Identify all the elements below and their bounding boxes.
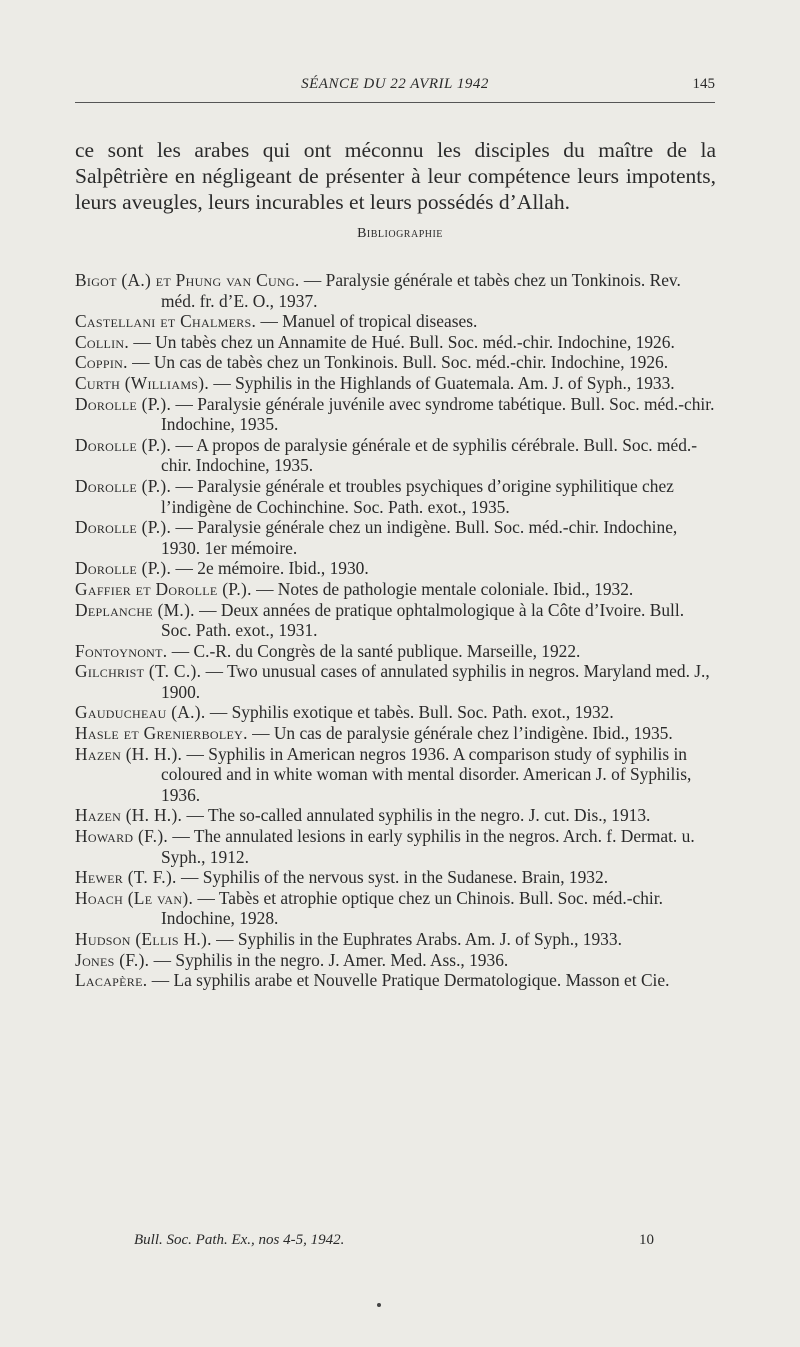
- entry-author: Castellani et Chalmers.: [75, 311, 257, 332]
- page-footer: [134, 1232, 654, 1252]
- entry-author: Curth (Williams).: [75, 372, 209, 393]
- entry-text: — Syphilis in the negro. J. Amer. Med. Ass., 1936.: [149, 949, 509, 970]
- entry-text: — The so-called annulated syphilis in the negro. J. cut. Dis., 1913.: [182, 805, 651, 826]
- entry-author: Gauducheau (A.).: [75, 702, 206, 723]
- entry-author: Dorolle (P.).: [75, 393, 172, 414]
- bibliography-entry: [75, 805, 715, 826]
- entry-author: Deplanche (M.).: [75, 599, 195, 620]
- entry-text: — The annulated lesions in early syphilis in the negros. Arch. f. Dermat. u. Syph., 1912.: [161, 826, 695, 867]
- entry-author: Jones (F.).: [75, 949, 150, 970]
- entry-author: Fontoynont.: [75, 640, 168, 661]
- entry-author: Dorolle (P.).: [75, 434, 172, 455]
- section-title: Bibliographie: [357, 226, 443, 241]
- entry-text: — Paralysie générale chez un indigène. Bull. Soc. méd.-chir. Indochine, 1930. 1er mémoire.: [161, 517, 678, 558]
- entry-author: Hasle et Grenierboley.: [75, 723, 248, 744]
- entry-text: — Un tabès chez un Annamite de Hué. Bull. Soc. méd.-chir. Indochine, 1926.: [129, 331, 675, 352]
- entry-text: — Paralysie générale juvénile avec syndrome tabétique. Bull. Soc. méd.-chir. Indochine, 1935.: [161, 393, 715, 435]
- bibliography-entry: [75, 373, 715, 394]
- entry-text: — Tabès et atrophie optique chez un Chinois. Bull. Soc. méd.-chir. Indochine, 1928.: [161, 887, 663, 929]
- entry-author: Coppin.: [75, 352, 128, 373]
- sheet-number: 10: [639, 1232, 654, 1248]
- bibliography-entry: [75, 311, 715, 332]
- entry-author: Hoach (Le van).: [75, 887, 194, 908]
- entry-author: Hudson (Ellis H.).: [75, 929, 212, 949]
- entry-text: — Notes de pathologie mentale coloniale. Ibid., 1932.: [251, 578, 634, 599]
- entry-author: Howard (F.).: [75, 826, 169, 847]
- entry-author: Hazen (H. H.).: [75, 743, 183, 764]
- bibliography-list: [75, 270, 715, 991]
- entry-text: — Un cas de tabès chez un Tonkinois. Bull. Soc. méd.-chir. Indochine, 1926.: [127, 352, 669, 373]
- entry-text: — Syphilis in the Highlands of Guatemala. Am. J. of Syph., 1933.: [209, 372, 675, 393]
- intro-paragraph: ce sont les arabes qui ont méconnu les disciples du maître de la Salpêtrière en négligeant de présenter à leur compétence leurs impotents, leurs aveugles, leurs incurables et leurs possédés d’Allah.: [75, 137, 716, 214]
- bibliography-entry: [75, 332, 715, 353]
- bibliography-entry: [75, 394, 715, 435]
- page-number: 145: [692, 76, 715, 92]
- bibliography-entry: [75, 641, 715, 662]
- bibliography-entry: [75, 744, 715, 806]
- entry-text: — Syphilis exotique et tabès. Bull. Soc. Path. exot., 1932.: [205, 702, 614, 723]
- printing-mark: [377, 1303, 381, 1307]
- entry-text: — C.-R. du Congrès de la santé publique. Marseille, 1922.: [167, 640, 581, 661]
- entry-text: — Paralysie générale et tabès chez un Tonkinois. Rev. méd. fr. d’E. O., 1937.: [161, 270, 681, 311]
- entry-text: — A propos de paralysie générale et de syphilis cérébrale. Bull. Soc. méd.-chir. Indochine, 1935.: [161, 434, 698, 476]
- bibliography-entry: [75, 517, 715, 558]
- bibliography-entry: [75, 950, 715, 971]
- entry-text: — Un cas de paralysie générale chez l’indigène. Ibid., 1935.: [247, 723, 673, 744]
- bibliography-entry: [75, 723, 715, 744]
- entry-author: Dorolle (P.).: [75, 475, 172, 496]
- entry-author: Dorolle (P.).: [75, 558, 172, 579]
- bibliography-entry: [75, 867, 715, 888]
- bibliography-entry: [75, 270, 715, 311]
- bibliography-entry: [75, 970, 715, 991]
- entry-text: — Manuel of tropical diseases.: [256, 311, 478, 332]
- bibliography-entry: [75, 579, 715, 600]
- bibliography-entry: [75, 702, 715, 723]
- header-title: SÉANCE DU 22 AVRIL 1942: [301, 76, 489, 92]
- entry-text: — Two unusual cases of annulated syphilis in negros. Maryland med. J., 1900.: [161, 661, 710, 702]
- entry-text: — 2e mémoire. Ibid., 1930.: [171, 558, 369, 579]
- bibliography-entry: [75, 476, 715, 517]
- entry-author: Dorolle (P.).: [75, 517, 172, 538]
- entry-text: — Syphilis in the Euphrates Arabs. Am. J. of Syph., 1933.: [211, 929, 622, 949]
- footer-citation: Bull. Soc. Path. Ex., nos 4-5, 1942.: [134, 1232, 345, 1248]
- bibliography-entry: [75, 600, 715, 641]
- entry-author: Gilchrist (T. C.).: [75, 661, 202, 682]
- entry-text: — Syphilis in American negros 1936. A comparison study of syphilis in coloured and in white woman with mental disorder. American J. of Syphilis, 1936.: [161, 743, 692, 805]
- bibliography-entry: [75, 826, 715, 867]
- entry-author: Collin.: [75, 331, 130, 352]
- entry-author: Lacapère.: [75, 970, 148, 991]
- bibliography-entry: [75, 558, 715, 579]
- entry-author: Gaffier et Dorolle (P.).: [75, 578, 252, 599]
- bibliography-entry: [75, 888, 715, 929]
- entry-text: — Paralysie générale et troubles psychiques d’origine syphilitique chez l’indigène de Cochinchine. Soc. Path. exot., 1935.: [161, 475, 674, 517]
- bibliography-entry: [75, 435, 715, 476]
- entry-author: Hewer (T. F.).: [75, 867, 177, 888]
- header-rule: [75, 102, 715, 103]
- bibliography-entry: [75, 929, 715, 950]
- entry-text: — La syphilis arabe et Nouvelle Pratique Dermatologique. Masson et Cie.: [147, 970, 670, 991]
- bibliography-entry: [75, 661, 715, 702]
- bibliography-entry: [75, 352, 715, 373]
- running-header: [75, 76, 715, 98]
- entry-text: — Syphilis of the nervous syst. in the Sudanese. Brain, 1932.: [176, 867, 609, 888]
- entry-author: Bigot (A.) et Phung van Cung.: [75, 270, 300, 290]
- entry-author: Hazen (H. H.).: [75, 805, 183, 826]
- entry-text: — Deux années de pratique ophtalmologique à la Côte d’Ivoire. Bull. Soc. Path. exot., 1931.: [161, 599, 685, 641]
